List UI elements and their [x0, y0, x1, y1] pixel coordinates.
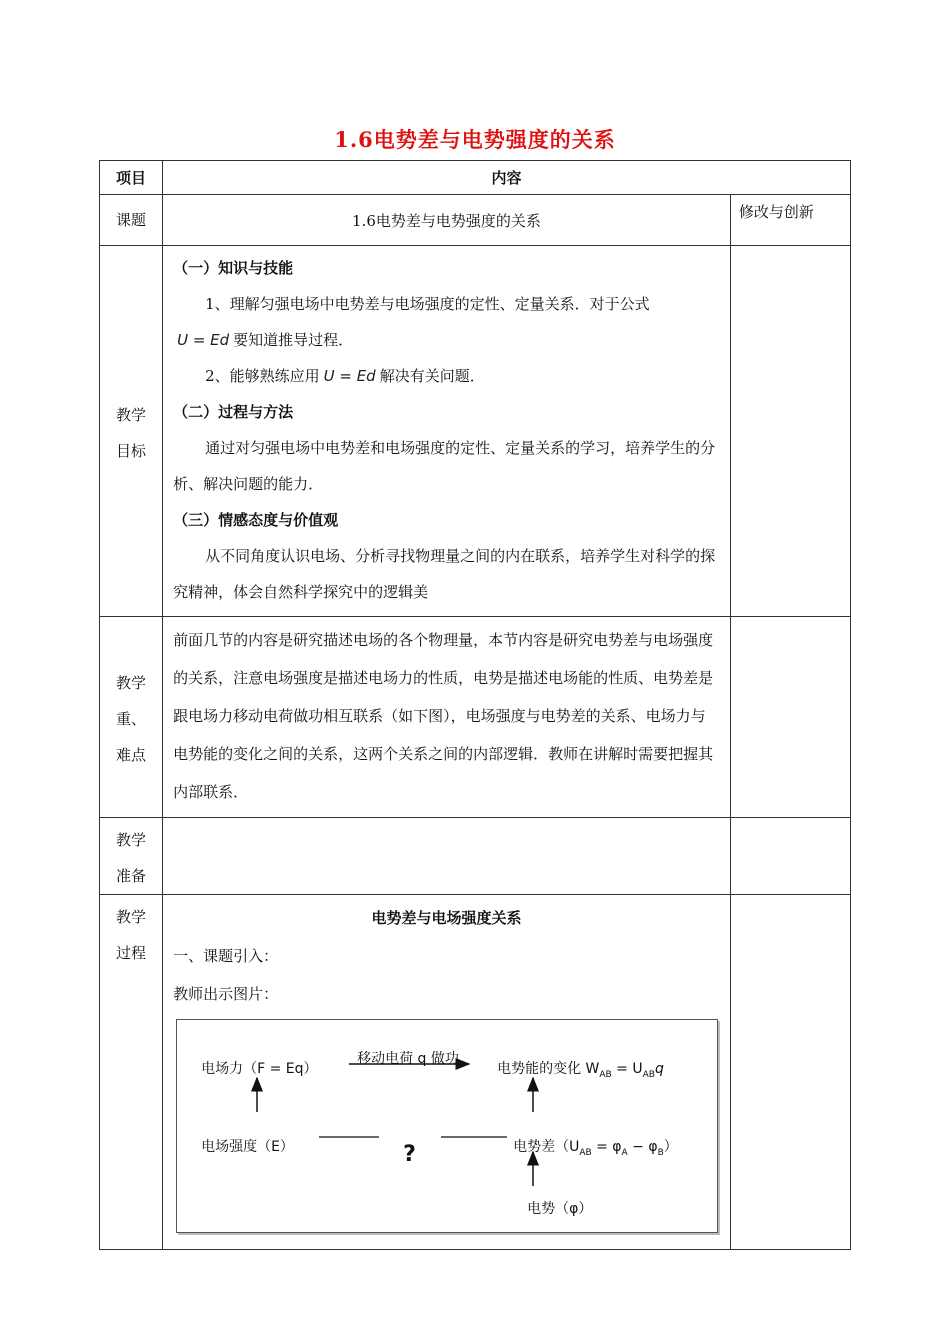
- prep-content: [163, 818, 731, 895]
- prep-row: [100, 818, 851, 895]
- header-row: [100, 161, 851, 195]
- process-content: [163, 895, 731, 1250]
- energy-text: 电势能的变化 W: [497, 1061, 600, 1077]
- topic-label: 课题: [100, 195, 163, 246]
- process-label-line1: 教学: [116, 908, 147, 926]
- prep-label-line2: 准备: [116, 867, 147, 885]
- goals-modify: [730, 246, 850, 617]
- topic-content: 1.6电势差与电势强度的关系: [163, 195, 731, 246]
- relation-diagram: [176, 1019, 718, 1233]
- label-move-charge: 移动电荷 q 做功: [357, 1051, 459, 1067]
- goals-sub3: （三）情感态度与价值观: [173, 511, 339, 529]
- diff-sub: AB: [579, 1147, 592, 1158]
- goals-p1: [173, 286, 720, 322]
- key-label-line1: 教学: [116, 674, 147, 692]
- key-modify: [730, 617, 850, 818]
- process-line2: 教师出示图片：: [173, 985, 279, 1003]
- key-content: 前面几节的内容是研究描述电场的各个物理量，本节内容是研究电势差与电场强度的关系，注意电场强度是描述电场力的性质，电势是描述电场能的性质、电势差是跟电场力移动电荷做功相互联系（如下图），电场强度与电势差的关系、电场力与电势能的变化之间的关系，这两个关系之间的内部逻辑．教师在讲解时需要把握其内部联系．: [163, 617, 731, 818]
- node-field-strength: 电场强度（E）: [201, 1139, 294, 1155]
- goals-p2-b: 解决有关问题．: [379, 367, 485, 385]
- diff-eq: = φ: [591, 1139, 622, 1155]
- formula-u-ed-2: U = Ed: [323, 367, 376, 385]
- header-item: 项目: [100, 161, 163, 195]
- diff-text: 电势差（U: [513, 1139, 580, 1155]
- goals-p3: 通过对匀强电场中电势差和电场强度的定性、定量关系的学习，培养学生的分析、解决问题的能力．: [173, 439, 716, 493]
- process-row: [100, 895, 851, 1250]
- goals-p2: [173, 358, 720, 394]
- diff-end: ）: [663, 1139, 678, 1155]
- goals-p1-a: 1、理解匀强电场中电势差与电场强度的定性、定量关系．对于公式: [205, 295, 650, 313]
- prep-label: [100, 818, 163, 895]
- key-label: [100, 617, 163, 818]
- node-potential-difference: [513, 1128, 678, 1172]
- goals-p1-b: 要知道推导过程．: [233, 331, 354, 349]
- lesson-plan-table: [99, 160, 851, 1250]
- process-line1: 一、课题引入：: [173, 947, 279, 965]
- document-title: 1.6电势差与电势强度的关系: [334, 127, 616, 152]
- prep-label-line1: 教学: [116, 831, 147, 849]
- modify-label: 修改与创新: [730, 195, 850, 246]
- question-mark: ?: [403, 1142, 416, 1167]
- goals-label: [100, 246, 163, 617]
- node-energy-change: [497, 1050, 664, 1094]
- goals-label-line2: 目标: [116, 442, 147, 460]
- energy-sub: AB: [599, 1069, 612, 1080]
- energy-sub2: AB: [642, 1069, 655, 1080]
- goals-p2-a: 2、能够熟练应用: [205, 367, 320, 385]
- topic-row: [100, 195, 851, 246]
- energy-q: q: [654, 1061, 664, 1077]
- diff-minus: − φ: [627, 1139, 658, 1155]
- goals-content: [163, 246, 731, 617]
- goals-p1-line2: [173, 322, 720, 358]
- process-label: [100, 895, 163, 1250]
- energy-eq: = U: [611, 1061, 643, 1077]
- process-heading: 电势差与电场强度关系: [371, 909, 522, 927]
- key-label-line2: 重、: [116, 710, 147, 728]
- key-row: [100, 617, 851, 818]
- node-force: 电场力（F = Eq）: [201, 1061, 318, 1077]
- prep-modify: [730, 818, 850, 895]
- process-label-line2: 过程: [116, 944, 147, 962]
- goals-p4: 从不同角度认识电场、分析寻找物理量之间的内在联系，培养学生对科学的探究精神，体会自然科学探究中的逻辑美: [173, 547, 716, 601]
- node-potential: 电势（φ）: [527, 1201, 593, 1217]
- goals-row: [100, 246, 851, 617]
- header-content: 内容: [163, 161, 851, 195]
- goals-sub1: （一）知识与技能: [173, 259, 294, 277]
- process-modify: [730, 895, 850, 1250]
- goals-sub2: （二）过程与方法: [173, 403, 294, 421]
- formula-u-ed: U = Ed: [177, 331, 230, 349]
- diff-sub2: A: [621, 1147, 628, 1158]
- key-label-line3: 难点: [116, 746, 147, 764]
- diff-sub3: B: [657, 1147, 664, 1158]
- goals-label-line1: 教学: [116, 406, 147, 424]
